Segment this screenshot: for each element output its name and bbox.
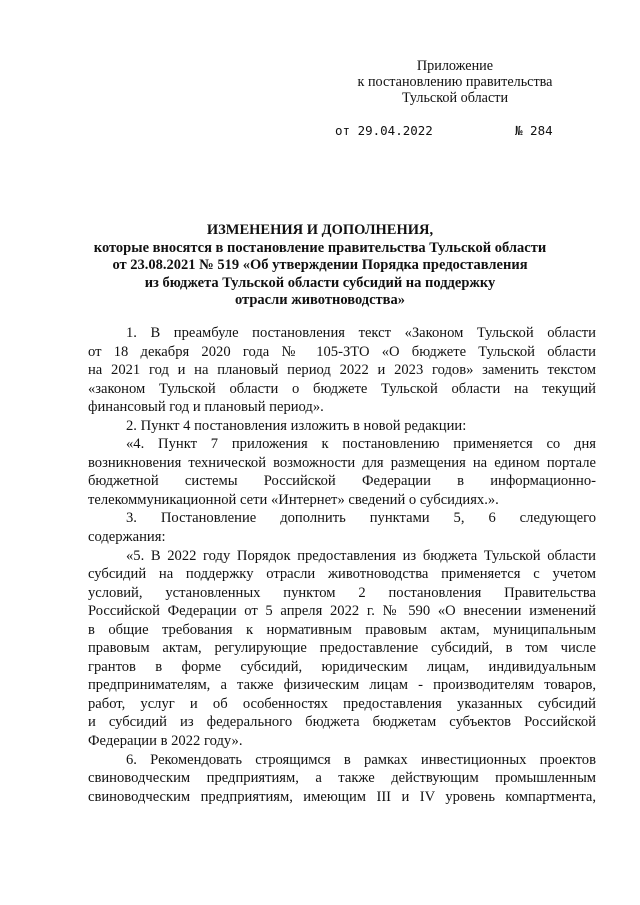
body-line: в общие требования к нормативным правовым актам, муниципальным <box>88 621 596 638</box>
document-heading <box>60 222 580 310</box>
body-line: «законом Тульской области о бюджете Тульской области на текущий <box>88 380 596 397</box>
body-line: возникновения технической возможности для размещения на едином портале <box>88 454 596 471</box>
body-line: «5. В 2022 году Порядок предоставления из бюджета Тульской области <box>126 547 596 564</box>
heading-subtitle-line: отрасли животноводства» <box>234 292 406 309</box>
resolution-date: от 29.04.2022 <box>335 123 433 138</box>
body-line: от 18 декабря 2020 года № 105-ЗТО «О бюджете Тульской области <box>88 343 596 360</box>
body-line: «4. Пункт 7 приложения к постановлению применяется со дня <box>126 436 596 453</box>
body-line: 2. Пункт 4 постановления изложить в новой редакции: <box>126 417 467 434</box>
body-line: финансовый год и плановый период». <box>88 399 324 416</box>
heading-title: ИЗМЕНЕНИЯ И ДОПОЛНЕНИЯ, <box>206 222 434 238</box>
body-line: 6. Рекомендовать строящимся в рамках инвестиционных проектов <box>126 751 596 768</box>
document-body <box>88 324 596 806</box>
appendix-line-3: Тульской области <box>401 90 509 107</box>
appendix-line-1: Приложение <box>416 58 494 74</box>
body-line: правовым актам, регулирующие предоставление субсидий, в том числе <box>88 640 596 657</box>
body-line: предпринимателям, а также физическим лицам - производителям товаров, <box>88 677 596 694</box>
body-line: содержания: <box>88 529 166 546</box>
resolution-number: № 284 <box>515 123 553 138</box>
body-line: грантов в форме субсидий, юридическим лицам, индивидуальным <box>88 658 596 675</box>
body-line: работ, услуг и об особенностях предоставления указанных субсидий <box>88 695 596 712</box>
appendix-block <box>340 58 570 107</box>
heading-subtitle-line: которые вносятся в постановление правительства Тульской области <box>93 239 547 256</box>
body-line: телекоммуникационной сети «Интернет» сведений о субсидиях.». <box>88 491 499 508</box>
body-line: условий, установленных пунктом 2 постановления Правительства <box>88 584 596 601</box>
heading-subtitle-line: от 23.08.2021 № 519 «Об утверждении Порядка предоставления <box>112 257 528 274</box>
body-line: и субсидий из федерального бюджета бюджетам субъектов Российской <box>88 714 596 731</box>
body-line: бюджетной системы Российской Федерации в информационно- <box>88 473 596 490</box>
appendix-line-2: к постановлению правительства <box>357 74 553 91</box>
body-line: Федерации в 2022 году». <box>88 733 243 750</box>
body-line: на 2021 год и на плановый период 2022 и 2023 годов» заменить текстом <box>88 362 596 379</box>
body-line: 3. Постановление дополнить пунктами 5, 6 следующего <box>126 510 596 527</box>
body-line: субсидий на поддержку отрасли животноводства применяется с учетом <box>88 566 596 583</box>
body-line: 1. В преамбуле постановления текст «Законом Тульской области <box>126 325 596 341</box>
body-line: свиноводческим предприятиям, имеющим III и IV уровень компартмента, <box>88 788 596 805</box>
body-line: свиноводческим предприятиям, а также действующим промышленным <box>88 770 596 787</box>
body-line: Российской Федерации от 5 апреля 2022 г. № 590 «О внесении изменений <box>88 603 596 620</box>
heading-subtitle-line: из бюджета Тульской области субсидий на поддержку <box>144 274 496 291</box>
